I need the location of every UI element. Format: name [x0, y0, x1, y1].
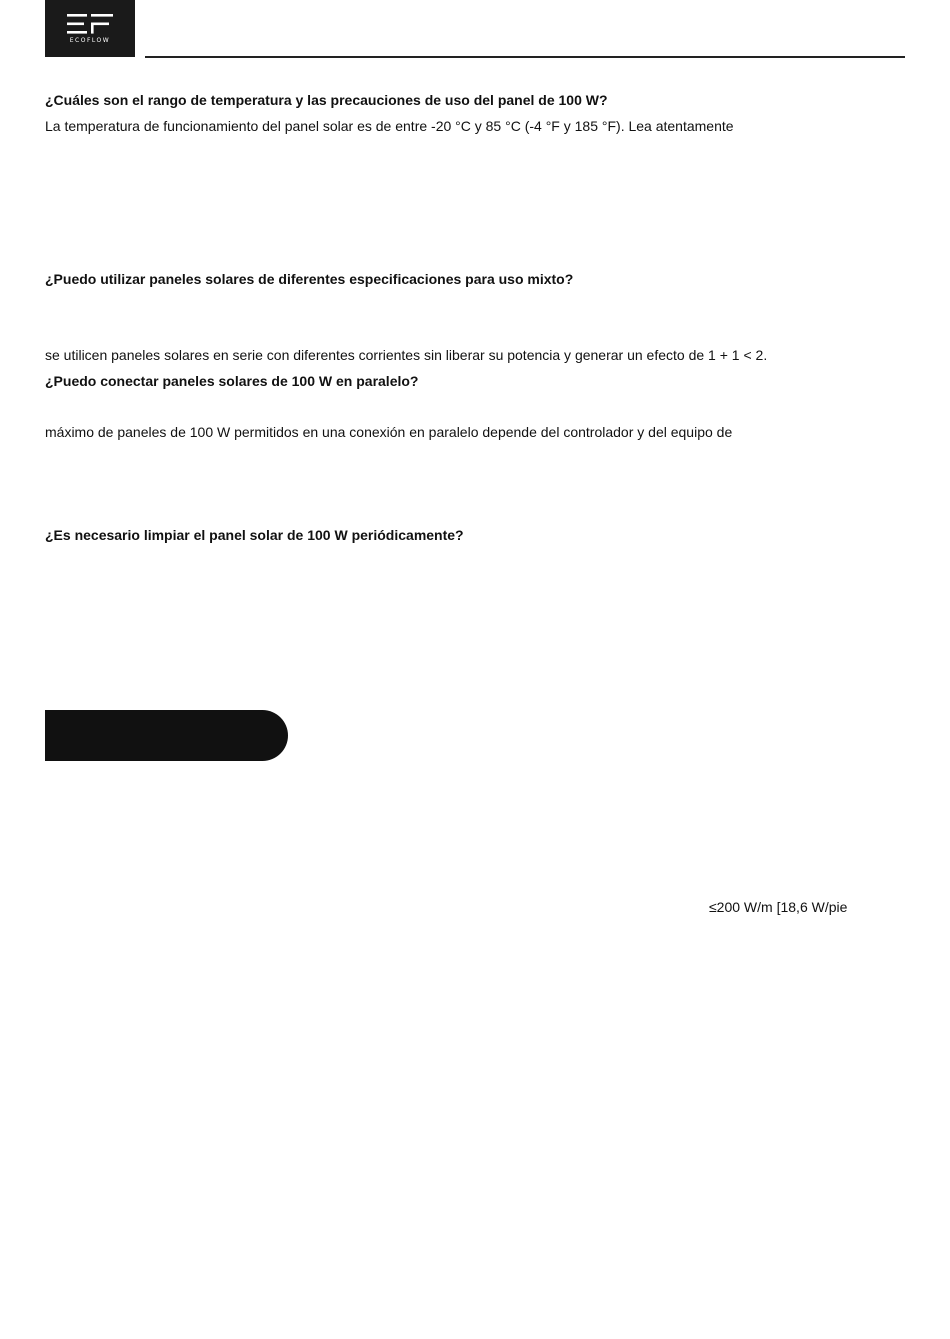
faq-question-parallel: ¿Puedo conectar paneles solares de 100 W en paralelo? [45, 373, 419, 389]
faq-answer-parallel: máximo de paneles de 100 W permitidos en una conexión en paralelo depende del controlador y del equipo de [45, 424, 733, 440]
spec-irradiance-fragment: ≤200 W/m [18,6 W/pie [709, 899, 848, 915]
faq-answer-temperature: La temperatura de funcionamiento del panel solar es de entre -20 °C y 85 °C (-4 °F y 185 °F). Lea atentamente [45, 118, 734, 134]
logo-wordmark: ECOFLOW [69, 37, 111, 44]
section-header-tab [45, 710, 288, 761]
faq-question-temperature: ¿Cuáles son el rango de temperatura y las precauciones de uso del panel de 100 W? [45, 92, 608, 108]
faq-question-mixed-panels: ¿Puedo utilizar paneles solares de diferentes especificaciones para uso mixto? [45, 271, 574, 287]
header-divider [145, 56, 905, 58]
ef-logo-icon [67, 14, 113, 34]
ecoflow-logo [45, 0, 135, 57]
faq-question-cleaning: ¿Es necesario limpiar el panel solar de 100 W periódicamente? [45, 527, 464, 543]
faq-answer-mixed-panels: se utilicen paneles solares en serie con diferentes corrientes sin liberar su potencia y generar un efecto de 1 + 1 < 2. [45, 347, 768, 363]
